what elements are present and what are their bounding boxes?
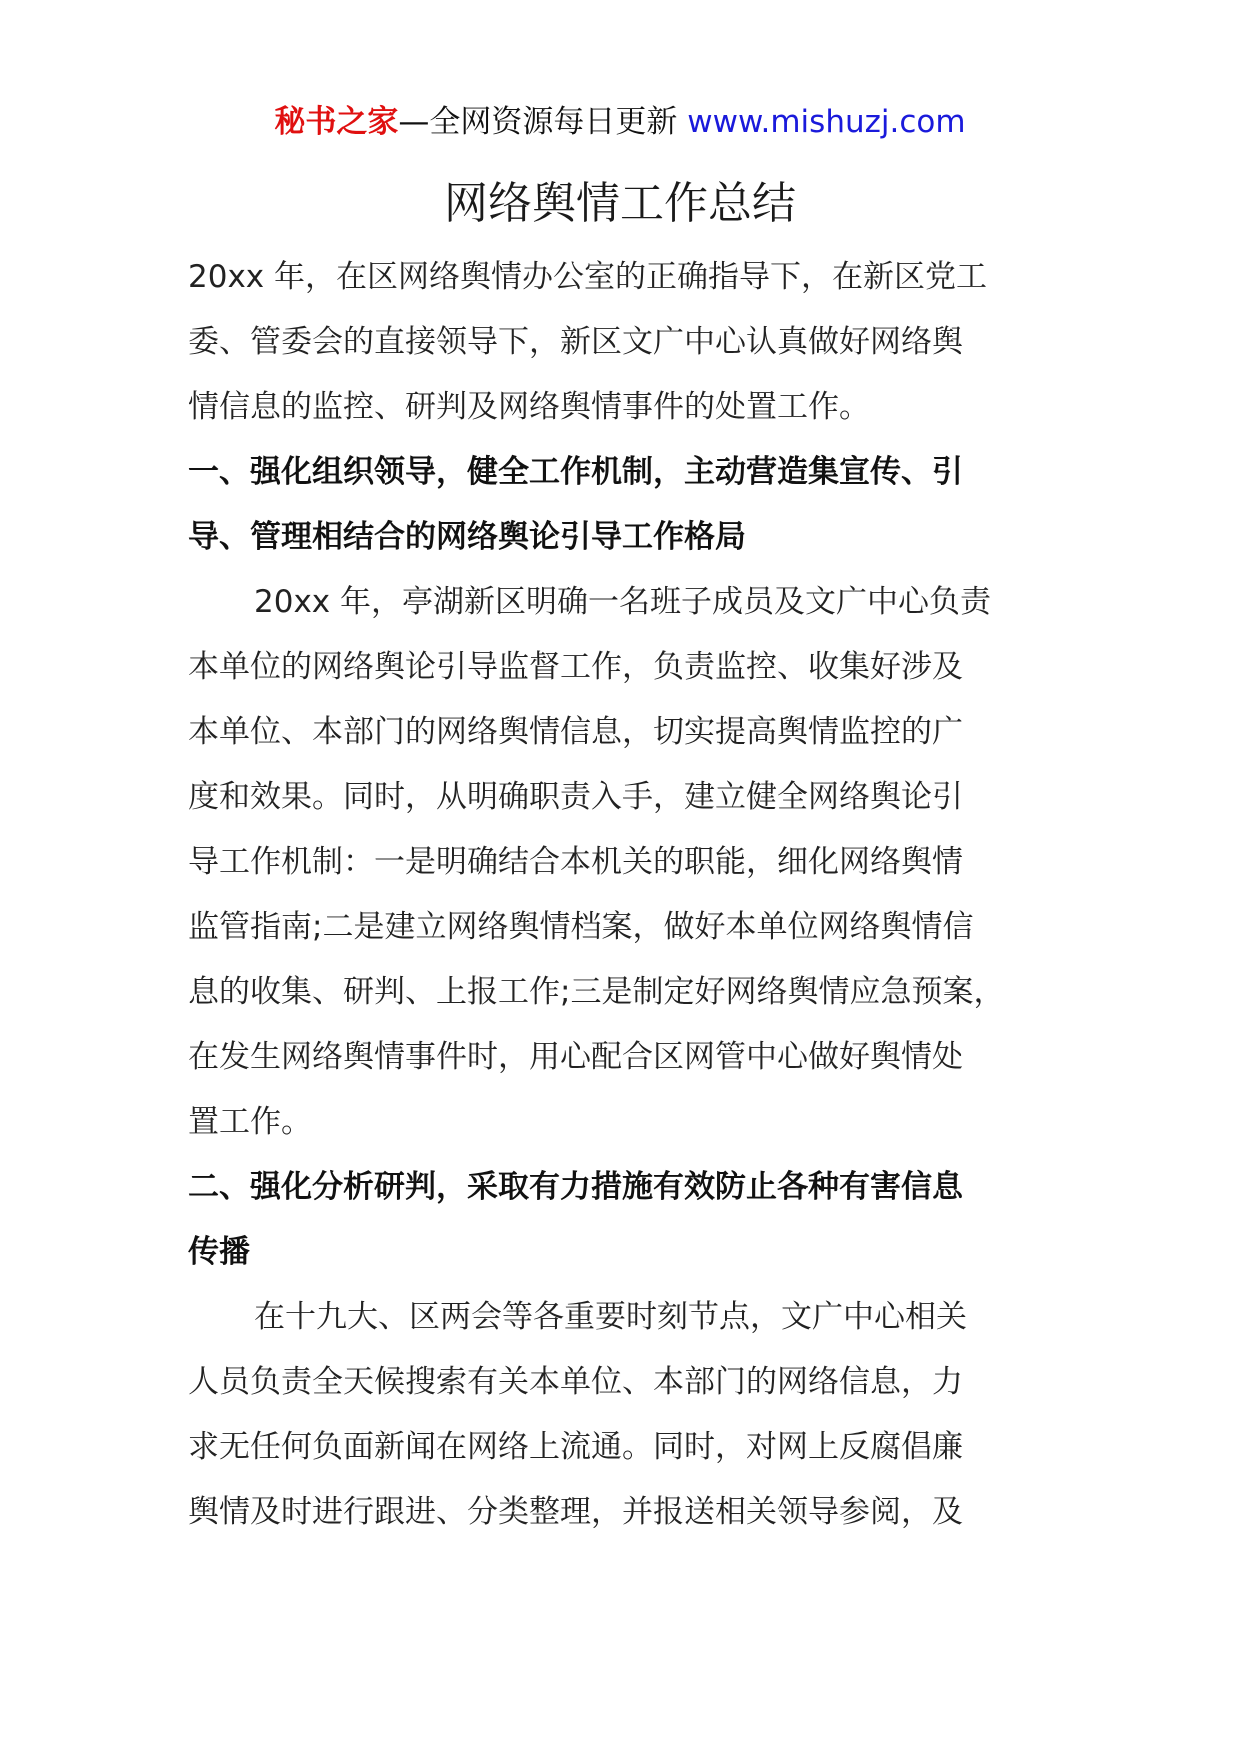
intro-paragraph xyxy=(188,245,1053,440)
text-line: 本单位、本部门的网络舆情信息，切实提高舆情监控的广 xyxy=(188,714,963,750)
text-line: 舆情及时进行跟进、分类整理，并报送相关领导参阅，及 xyxy=(188,1494,963,1530)
text-line: 导工作机制：一是明确结合本机关的职能，细化网络舆情 xyxy=(188,844,963,880)
site-url-link[interactable]: www.mishuzj.com xyxy=(687,104,966,140)
site-brand: 秘书之家 xyxy=(274,104,399,140)
text-line: 20xx 年，亭湖新区明确一名班子成员及文广中心负责 xyxy=(254,584,991,620)
document-title: 网络舆情工作总结 xyxy=(444,178,796,229)
text-line: 人员负责全天候搜索有关本单位、本部门的网络信息，力 xyxy=(188,1364,963,1400)
document-body xyxy=(188,245,1053,1545)
heading-line: 传播 xyxy=(188,1234,250,1270)
heading-line: 一、强化组织领导，健全工作机制，主动营造集宣传、引 xyxy=(188,454,963,490)
text-line: 监管指南;二是建立网络舆情档案，做好本单位网络舆情信 xyxy=(188,909,974,945)
text-line: 在十九大、区两会等各重要时刻节点，文广中心相关 xyxy=(254,1299,967,1335)
site-tagline: —全网资源每日更新 xyxy=(398,104,678,140)
text-line: 情信息的监控、研判及网络舆情事件的处置工作。 xyxy=(188,389,870,425)
text-line: 置工作。 xyxy=(188,1104,312,1140)
text-line: 求无任何负面新闻在网络上流通。同时，对网上反腐倡廉 xyxy=(188,1429,963,1465)
section-2-paragraph xyxy=(188,1285,1053,1545)
section-1-paragraph xyxy=(188,570,1053,1155)
text-line: 在发生网络舆情事件时，用心配合区网管中心做好舆情处 xyxy=(188,1039,963,1075)
section-1-heading xyxy=(188,440,1053,570)
text-line: 20xx 年，在区网络舆情办公室的正确指导下，在新区党工 xyxy=(188,259,987,295)
text-line: 度和效果。同时，从明确职责入手，建立健全网络舆论引 xyxy=(188,779,963,815)
site-header xyxy=(0,100,1240,144)
heading-line: 二、强化分析研判，采取有力措施有效防止各种有害信息 xyxy=(188,1169,963,1205)
heading-line: 导、管理相结合的网络舆论引导工作格局 xyxy=(188,519,746,555)
text-line: 委、管委会的直接领导下，新区文广中心认真做好网络舆 xyxy=(188,324,963,360)
text-line: 息的收集、研判、上报工作;三是制定好网络舆情应急预案， xyxy=(188,974,1005,1010)
text-line: 本单位的网络舆论引导监督工作，负责监控、收集好涉及 xyxy=(188,649,963,685)
section-2-heading xyxy=(188,1155,1053,1285)
